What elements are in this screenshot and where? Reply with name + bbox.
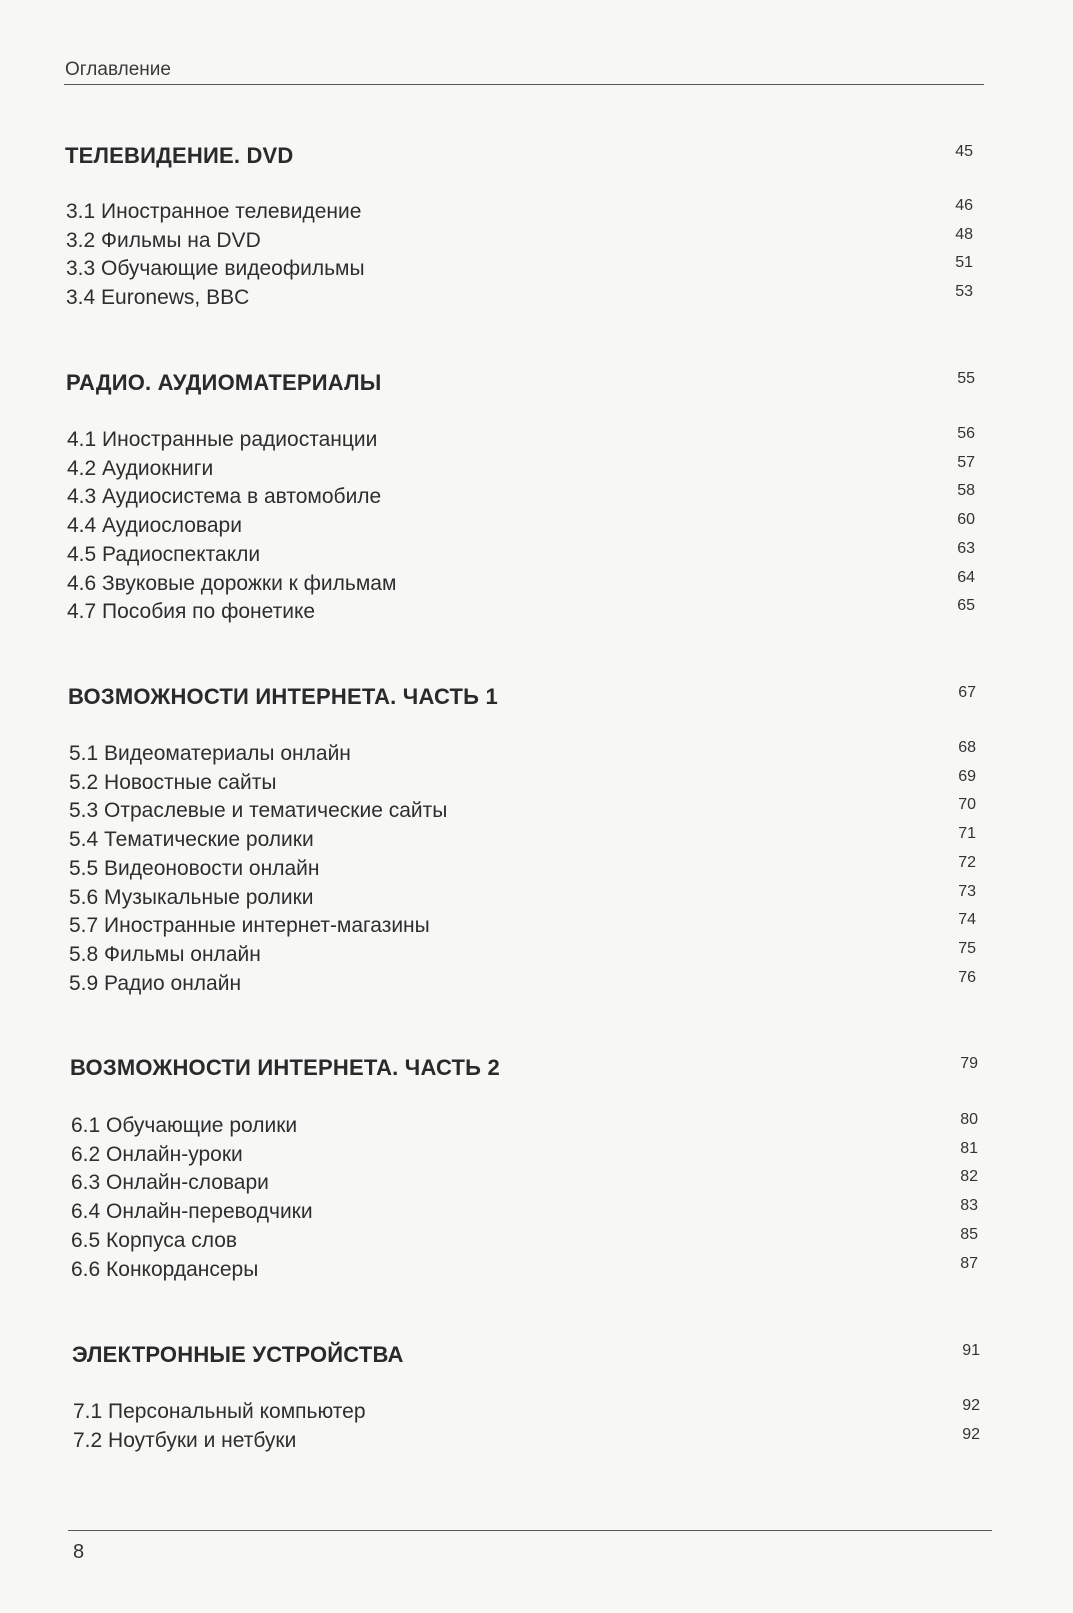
toc-entry-page-number: 58 bbox=[957, 482, 975, 500]
section-page-number: 79 bbox=[960, 1055, 978, 1072]
toc-entry-page-number: 72 bbox=[958, 853, 976, 871]
toc-entry-page-number: 92 bbox=[962, 1397, 980, 1414]
toc-entry-page-number: 69 bbox=[958, 767, 976, 785]
toc-entry-page-number: 68 bbox=[958, 739, 976, 756]
toc-entry-title: 3.1 Иностранное телевидение bbox=[66, 200, 362, 223]
toc-entry-title: 5.2 Новостные сайты bbox=[69, 770, 277, 794]
header-rule bbox=[64, 84, 984, 85]
page-number: 8 bbox=[73, 1541, 85, 1563]
toc-entry-page-number: 48 bbox=[955, 225, 973, 243]
toc-entry-page-number: 87 bbox=[960, 1254, 978, 1272]
toc-entry-title: 4.1 Иностранные радиостанции bbox=[67, 428, 378, 451]
toc-entry-page-number: 60 bbox=[957, 511, 975, 529]
toc-entry-title: 5.8 Фильмы онлайн bbox=[69, 942, 261, 966]
toc-entry-title: 5.6 Музыкальные ролики bbox=[69, 885, 314, 909]
toc-entry-title: 5.1 Видеоматериалы онлайн bbox=[69, 742, 351, 765]
toc-entry-title: 6.3 Онлайн-словари bbox=[71, 1171, 269, 1195]
toc-entry-page-number: 80 bbox=[960, 1111, 978, 1128]
toc-entry-page-number: 64 bbox=[957, 568, 975, 586]
toc-entry-page-number: 65 bbox=[957, 597, 975, 615]
toc-entry-page-number: 75 bbox=[958, 939, 976, 957]
toc-entry-page-number: 57 bbox=[957, 453, 975, 471]
toc-entry-page-number: 63 bbox=[957, 539, 975, 557]
section-page-number: 91 bbox=[962, 1342, 980, 1359]
section-page-number: 67 bbox=[958, 684, 976, 701]
toc-entry-title: 4.5 Радиоспектакли bbox=[67, 542, 261, 566]
toc-entry-page-number: 92 bbox=[962, 1425, 980, 1443]
toc-entry-title: 3.3 Обучающие видеофильмы bbox=[66, 257, 365, 281]
section-heading: ЭЛЕКТРОННЫЕ УСТРОЙСТВА bbox=[72, 1342, 404, 1367]
toc-entry-title: 4.2 Аудиокниги bbox=[67, 456, 214, 480]
toc-entry-title: 6.4 Онлайн-переводчики bbox=[71, 1200, 313, 1224]
toc-entry-title: 6.2 Онлайн-уроки bbox=[71, 1142, 243, 1166]
section-heading: ВОЗМОЖНОСТИ ИНТЕРНЕТА. ЧАСТЬ 2 bbox=[70, 1055, 500, 1080]
toc-entry-title: 5.4 Тематические ролики bbox=[69, 828, 314, 852]
toc-entry-page-number: 74 bbox=[958, 911, 976, 929]
toc-entry-title: 3.4 Euronews, BBC bbox=[66, 286, 250, 310]
toc-entry-title: 7.2 Ноутбуки и нетбуки bbox=[73, 1428, 297, 1452]
toc-entry-page-number: 73 bbox=[958, 882, 976, 900]
toc-entry-title: 3.2 Фильмы на DVD bbox=[66, 228, 261, 252]
section-heading: РАДИО. АУДИОМАТЕРИАЛЫ bbox=[66, 370, 382, 395]
toc-entry-title: 5.5 Видеоновости онлайн bbox=[69, 856, 320, 880]
section-page-number: 45 bbox=[955, 143, 973, 160]
footer-rule bbox=[68, 1530, 992, 1531]
section-page-number: 55 bbox=[957, 370, 975, 387]
toc-entry-title: 5.9 Радио онлайн bbox=[69, 971, 242, 995]
toc-entry-title: 6.5 Корпуса слов bbox=[71, 1228, 238, 1252]
toc-entry-page-number: 82 bbox=[960, 1168, 978, 1186]
toc-entry-page-number: 76 bbox=[958, 968, 976, 986]
section-heading: ТЕЛЕВИДЕНИЕ. DVD bbox=[65, 143, 294, 168]
toc-entry-page-number: 85 bbox=[960, 1225, 978, 1243]
toc-entry-title: 6.6 Конкордансеры bbox=[71, 1257, 259, 1281]
toc-entry-title: 4.7 Пособия по фонетике bbox=[67, 600, 316, 624]
toc-entry-page-number: 70 bbox=[958, 796, 976, 814]
toc-entry-title: 6.1 Обучающие ролики bbox=[71, 1114, 298, 1137]
toc-entry-page-number: 53 bbox=[955, 283, 973, 301]
toc-entry-title: 4.6 Звуковые дорожки к фильмам bbox=[67, 571, 397, 595]
toc-entry-page-number: 83 bbox=[960, 1197, 978, 1215]
toc-entry-page-number: 71 bbox=[958, 825, 976, 843]
toc-entry-page-number: 56 bbox=[957, 425, 975, 442]
toc-entry-title: 7.1 Персональный компьютер bbox=[73, 1400, 366, 1423]
toc-entry-title: 4.3 Аудиосистема в автомобиле bbox=[67, 485, 382, 509]
running-header: Оглавление bbox=[65, 59, 171, 80]
toc-entry-page-number: 51 bbox=[955, 254, 973, 272]
toc-entry-page-number: 81 bbox=[960, 1139, 978, 1157]
section-heading: ВОЗМОЖНОСТИ ИНТЕРНЕТА. ЧАСТЬ 1 bbox=[68, 684, 498, 709]
toc-entry-page-number: 46 bbox=[955, 197, 973, 214]
toc-entry-title: 5.7 Иностранные интернет-магазины bbox=[69, 914, 430, 938]
toc-entry-title: 5.3 Отраслевые и тематические сайты bbox=[69, 799, 448, 823]
toc-entry-title: 4.4 Аудиословари bbox=[67, 514, 242, 538]
